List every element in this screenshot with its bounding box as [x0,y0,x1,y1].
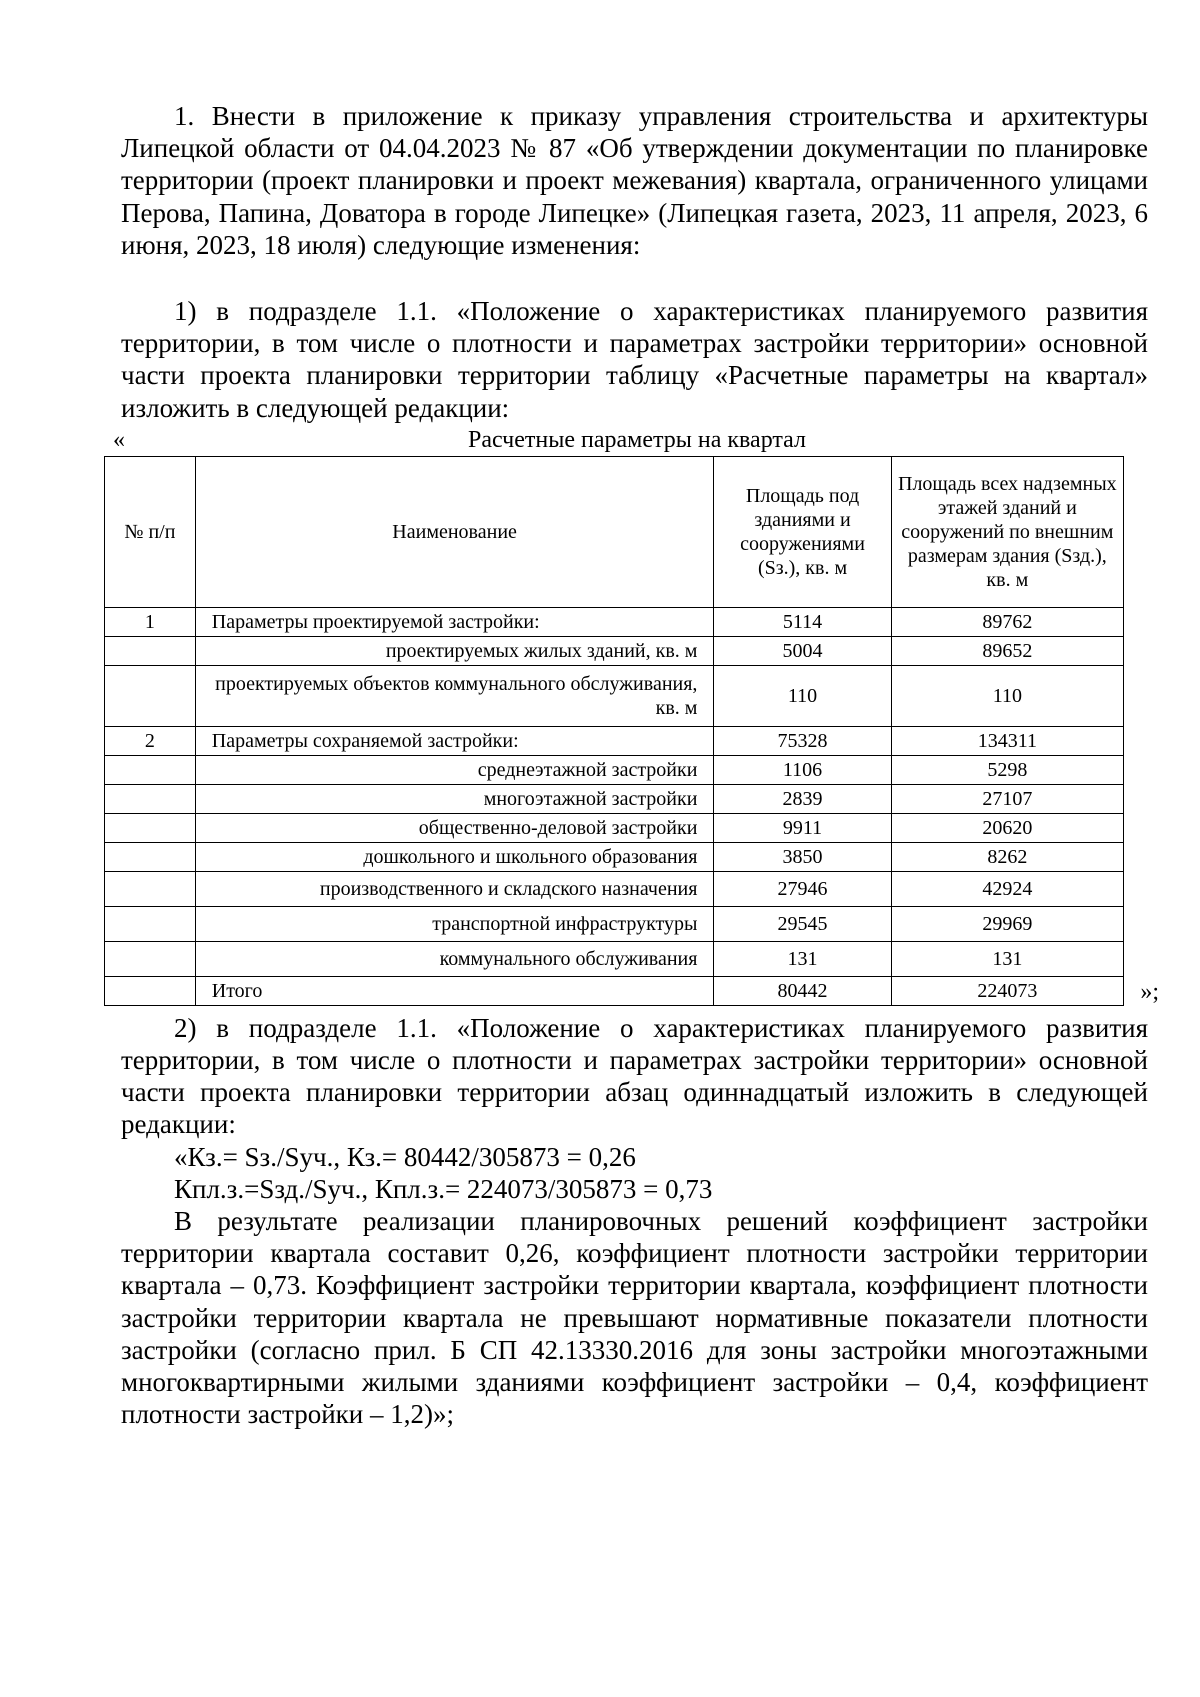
table-open-quote: « [113,426,125,453]
paragraph-2: 1) в подразделе 1.1. «Положение о характеристиках планируемого развития территории, в том числе о плотности и параметрах застройки территории» основной части проекта планировки территории таблицу «Расчетные параметры на квартал» изложить в следующей редакции: [121,296,1148,423]
cell-area-under: 29545 [714,906,891,941]
cell-name: Параметры сохраняемой застройки: [195,726,714,755]
cell-num [105,665,196,726]
cell-area-under: 27946 [714,871,891,906]
formula-2: Кпл.з.=Sзд./Sуч., Кпл.з.= 224073/305873 = 0,73 [174,1173,713,1204]
cell-area-total: 5298 [891,755,1123,784]
cell-area-total: 131 [891,941,1123,976]
cell-name: транспортной инфраструктуры [195,906,714,941]
table-row [105,607,1124,636]
table-header-row [105,456,1124,607]
cell-name: коммунального обслуживания [195,941,714,976]
cell-area-under: 5004 [714,636,891,665]
table-close-quote: »; [1140,978,1159,1005]
cell-area-under: 131 [714,941,891,976]
cell-area-under: 80442 [714,976,891,1005]
cell-num [105,813,196,842]
cell-name: проектируемых объектов коммунального обслуживания, кв. м [195,665,714,726]
cell-name: проектируемых жилых зданий, кв. м [195,636,714,665]
formula-1: «Кз.= Sз./Sуч., Кз.= 80442/305873 = 0,26 [174,1141,636,1172]
cell-area-under: 110 [714,665,891,726]
cell-name: многоэтажной застройки [195,784,714,813]
cell-num [105,842,196,871]
table-row [105,906,1124,941]
cell-area-total: 134311 [891,726,1123,755]
table-row [105,842,1124,871]
cell-area-under: 9911 [714,813,891,842]
header-num: № п/п [105,456,196,607]
cell-num [105,906,196,941]
parameters-table-wrap [104,456,1159,1006]
cell-name: среднеэтажной застройки [195,755,714,784]
cell-area-total: 8262 [891,842,1123,871]
cell-name: дошкольного и школьного образования [195,842,714,871]
table-row [105,665,1124,726]
table-row [105,941,1124,976]
table-total-row [105,976,1124,1005]
table-row [105,871,1124,906]
cell-area-total: 42924 [891,871,1123,906]
table-row [105,755,1124,784]
cell-area-total: 27107 [891,784,1123,813]
cell-name: производственного и складского назначения [195,871,714,906]
paragraph-gap [121,261,1148,295]
document-page [113,100,1159,1430]
cell-area-under: 5114 [714,607,891,636]
paragraph-4: В результате реализации планировочных решений коэффициент застройки территории квартала составит 0,26, коэффициент плотности застройки территории квартала – 0,73. Коэффициент застройки территории квартала, коэффициент плотности застройки территории квартала не превышают нормативные показатели плотности застройки (согласно прил. Б СП 42.13330.2016 для зоны застройки многоэтажными многоквартирными жилыми зданиями коэффициент застройки – 0,4, коэффициент плотности застройки – 1,2)»; [121,1206,1148,1430]
cell-num: 1 [105,607,196,636]
cell-area-under: 3850 [714,842,891,871]
header-name: Наименование [195,456,714,607]
table-caption [113,424,1161,456]
table-row [105,784,1124,813]
cell-num [105,636,196,665]
cell-num [105,871,196,906]
table-title: Расчетные параметры на квартал [467,426,807,453]
cell-area-total: 20620 [891,813,1123,842]
cell-area-total: 89652 [891,636,1123,665]
cell-name: Параметры проектируемой застройки: [195,607,714,636]
cell-area-under: 2839 [714,784,891,813]
table-row [105,813,1124,842]
amendment-2-section [121,1012,1148,1431]
parameters-table [104,456,1124,1006]
header-area-under: Площадь под зданиями и сооружениями (Sз.), кв. м [714,456,891,607]
cell-area-total: 89762 [891,607,1123,636]
cell-area-under: 1106 [714,755,891,784]
table-row [105,636,1124,665]
cell-area-under: 75328 [714,726,891,755]
paragraph-3: 2) в подразделе 1.1. «Положение о характеристиках планируемого развития территории, в том числе о плотности и параметрах застройки территории» основной части проекта планировки территории абзац одиннадцатый изложить в следующей редакции: [121,1012,1148,1140]
cell-area-total: 224073 [891,976,1123,1005]
cell-area-total: 110 [891,665,1123,726]
table-row [105,726,1124,755]
cell-num [105,976,196,1005]
cell-num [105,784,196,813]
cell-num [105,755,196,784]
cell-num: 2 [105,726,196,755]
cell-name: общественно-деловой застройки [195,813,714,842]
paragraph-1: 1. Внести в приложение к приказу управления строительства и архитектуры Липецкой области от 04.04.2023 № 87 «Об утверждении документации по планировке территории (проект планировки и проект межевания) квартала, ограниченного улицами Перова, Папина, Доватора в городе Липецке» (Липецкая газета, 2023, 11 апреля, 2023, 6 июня, 2023, 18 июля) следующие изменения: [121,101,1148,260]
cell-name: Итого [195,976,714,1005]
cell-num [105,941,196,976]
header-area-total: Площадь всех надземных этажей зданий и сооружений по внешним размерам здания (Sзд.), кв. м [891,456,1123,607]
cell-area-total: 29969 [891,906,1123,941]
